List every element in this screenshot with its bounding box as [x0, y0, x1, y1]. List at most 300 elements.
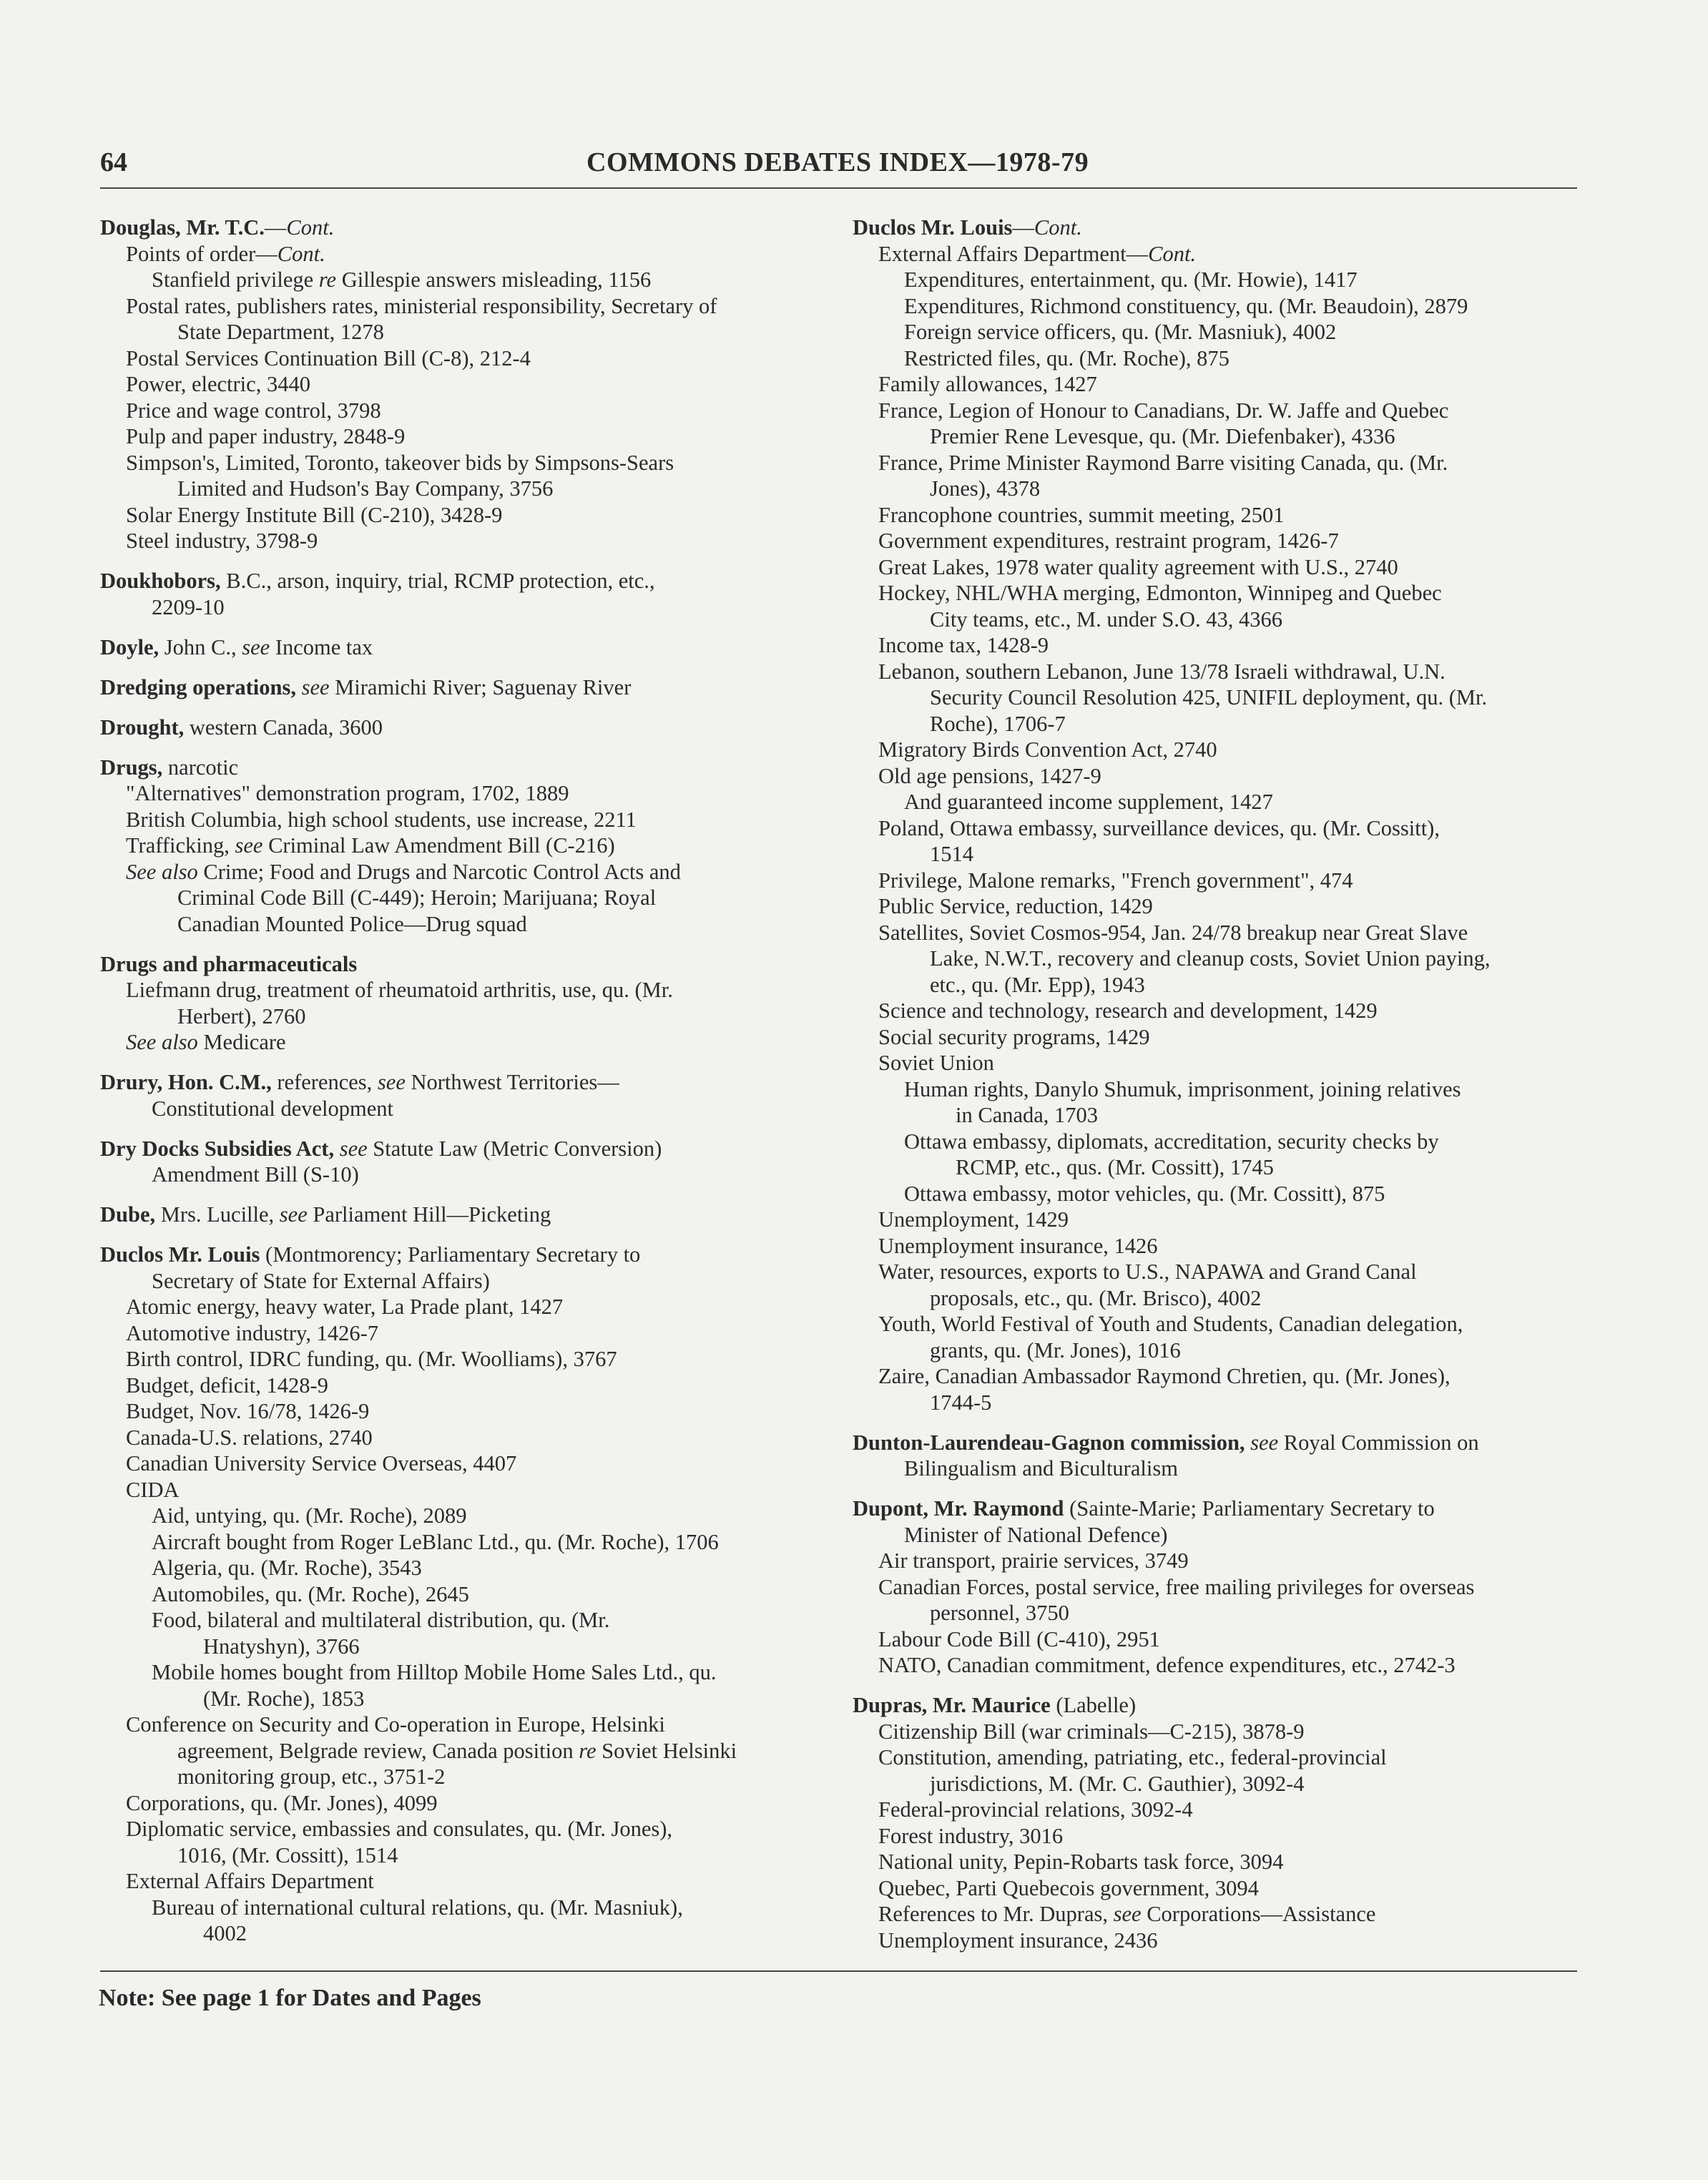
index-italic-text: see	[1250, 1430, 1279, 1455]
index-text: Federal-provincial relations, 3092-4	[878, 1797, 1193, 1822]
index-subentry-line	[100, 1096, 815, 1122]
index-heading-line	[853, 1692, 1579, 1719]
index-subentry-line	[853, 293, 1579, 320]
index-subentry-line	[853, 1849, 1579, 1875]
index-subentry-line	[853, 737, 1579, 763]
index-text: Roche), 1706-7	[930, 711, 1066, 736]
index-subentry-line	[100, 1425, 815, 1451]
index-text: Amendment Bill (S-10)	[152, 1162, 359, 1187]
index-text: Canadian University Service Overseas, 4407	[126, 1451, 517, 1476]
index-heading-line	[100, 1069, 815, 1096]
index-text: Limited and Hudson's Bay Company, 3756	[177, 476, 554, 501]
index-subentry-line	[100, 267, 815, 293]
index-subentry-line	[100, 780, 815, 807]
index-subentry-line	[853, 1548, 1579, 1574]
index-subentry-line	[100, 528, 815, 554]
index-subentry-line	[853, 1024, 1579, 1051]
index-text: Trafficking,	[126, 833, 235, 858]
index-subentry-line	[100, 1503, 815, 1529]
index-subentry-line	[100, 1738, 815, 1764]
index-text: 1514	[930, 842, 973, 866]
index-text: Criminal Code Bill (C-449); Heroin; Marijuana; Royal	[177, 885, 657, 910]
index-italic-text: see	[1113, 1902, 1142, 1926]
index-subentry-line	[853, 1076, 1579, 1103]
index-text: NATO, Canadian commitment, defence expenditures, etc., 2742-3	[878, 1653, 1456, 1677]
index-text: Lebanon, southern Lebanon, June 13/78 Israeli withdrawal, U.N.	[878, 659, 1446, 684]
index-text: Diplomatic service, embassies and consulates, qu. (Mr. Jones),	[126, 1817, 673, 1841]
index-term: Drugs,	[100, 755, 163, 780]
index-subentry-line	[853, 1600, 1579, 1626]
index-subentry-line	[853, 1154, 1579, 1181]
index-italic-text: re	[579, 1738, 597, 1763]
index-subentry-line	[853, 1626, 1579, 1653]
index-text: Migratory Birds Convention Act, 2740	[878, 737, 1217, 762]
index-heading-line	[100, 715, 815, 741]
index-text: jurisdictions, M. (Mr. C. Gauthier), 3092-4	[930, 1771, 1305, 1796]
index-subentry-line	[100, 371, 815, 398]
index-italic-text: See also	[126, 859, 198, 884]
index-text: monitoring group, etc., 3751-2	[177, 1764, 446, 1789]
index-subentry-line	[853, 1311, 1579, 1337]
index-subentry-line	[853, 1719, 1579, 1745]
index-text: Canadian Forces, postal service, free mailing privileges for overseas	[878, 1574, 1475, 1599]
index-subentry-line	[853, 684, 1579, 711]
index-subentry-line	[100, 1320, 815, 1347]
index-text: Medicare	[197, 1030, 286, 1054]
index-term: Drugs and pharmaceuticals	[100, 951, 358, 976]
index-text: Aid, untying, qu. (Mr. Roche), 2089	[152, 1503, 467, 1528]
index-text: Air transport, prairie services, 3749	[878, 1548, 1189, 1573]
index-text: Minister of National Defence)	[904, 1522, 1168, 1547]
index-text: City teams, etc., M. under S.O. 43, 4366	[930, 607, 1283, 632]
index-text: Unemployment, 1429	[878, 1207, 1069, 1232]
running-title: COMMONS DEBATES INDEX—1978-79	[586, 147, 1089, 177]
index-subentry-line	[100, 1003, 815, 1030]
index-subentry-line	[853, 789, 1579, 815]
index-subentry-line	[100, 859, 815, 885]
index-subentry-line	[853, 1102, 1579, 1129]
index-entry	[853, 215, 1579, 1415]
index-text: Power, electric, 3440	[126, 372, 310, 396]
index-subentry-line	[100, 807, 815, 833]
index-subentry-line	[853, 1652, 1579, 1679]
index-text: Expenditures, Richmond constituency, qu. (Mr. Beaudoin), 2879	[904, 293, 1468, 318]
index-term: Doukhobors,	[100, 569, 221, 593]
index-subentry-line	[853, 998, 1579, 1024]
index-subentry-line	[853, 1797, 1579, 1823]
index-text: External Affairs Department—	[878, 241, 1149, 266]
index-italic-text: see	[242, 634, 270, 659]
index-text: And guaranteed income supplement, 1427	[904, 790, 1273, 814]
footer-rule	[100, 1970, 1577, 1972]
index-subentry-line	[100, 1555, 815, 1581]
index-text: RCMP, etc., qus. (Mr. Cossitt), 1745	[956, 1155, 1274, 1179]
index-subentry-line	[100, 1659, 815, 1686]
index-text: 1016, (Mr. Cossitt), 1514	[177, 1842, 398, 1867]
index-heading-line	[853, 1496, 1579, 1522]
index-text: Secretary of State for External Affairs)	[152, 1268, 490, 1293]
index-text: Stanfield privilege	[152, 267, 319, 292]
index-entry	[100, 674, 815, 701]
index-text: Human rights, Danylo Shumuk, imprisonment, joining relatives	[904, 1076, 1461, 1101]
index-text: Restricted files, qu. (Mr. Roche), 875	[904, 345, 1230, 370]
index-text: references,	[271, 1070, 378, 1094]
index-text: Satellites, Soviet Cosmos-954, Jan. 24/78 breakup near Great Slave	[878, 920, 1468, 945]
index-term: Dunton-Laurendeau-Gagnon commission,	[853, 1430, 1245, 1455]
index-text: Soviet Helsinki	[596, 1738, 737, 1763]
index-italic-text: See also	[126, 1030, 198, 1054]
index-text: Liefmann drug, treatment of rheumatoid arthritis, use, qu. (Mr.	[126, 978, 673, 1002]
index-text: personnel, 3750	[930, 1601, 1069, 1625]
index-column-right	[853, 215, 1579, 1968]
index-text: in Canada, 1703	[956, 1103, 1099, 1127]
index-entry	[100, 1069, 815, 1121]
index-text: Postal Services Continuation Bill (C-8), 212-4	[126, 345, 531, 370]
index-subentry-line	[853, 423, 1579, 450]
index-subentry-line	[100, 1712, 815, 1738]
index-text: Steel industry, 3798-9	[126, 529, 318, 553]
index-subentry-line	[100, 1268, 815, 1295]
index-text: Labour Code Bill (C-410), 2951	[878, 1626, 1160, 1651]
index-text: Government expenditures, restraint program, 1426-7	[878, 529, 1339, 553]
index-term: Doyle,	[100, 634, 159, 659]
index-italic-text: see	[339, 1136, 368, 1161]
index-text: France, Prime Minister Raymond Barre visiting Canada, qu. (Mr.	[878, 450, 1448, 475]
index-subentry-line	[853, 1181, 1579, 1207]
index-subentry-line	[100, 885, 815, 911]
index-heading-line	[100, 634, 815, 661]
index-subentry-line	[100, 1529, 815, 1556]
index-subentry-line	[100, 1477, 815, 1503]
index-italic-text: Cont.	[1148, 241, 1197, 266]
index-entry	[100, 634, 815, 661]
index-text: Security Council Resolution 425, UNIFIL deployment, qu. (Mr.	[930, 685, 1488, 710]
index-subentry-line	[100, 293, 815, 320]
index-text: Income tax, 1428-9	[878, 633, 1049, 657]
index-entry	[100, 215, 815, 554]
index-subentry-line	[100, 1346, 815, 1373]
index-text	[296, 675, 302, 699]
index-subentry-line	[853, 1129, 1579, 1155]
index-subentry-line	[853, 1455, 1579, 1482]
index-italic-text: Cont.	[277, 241, 325, 266]
index-text: Poland, Ottawa embassy, surveillance devices, qu. (Mr. Cossitt),	[878, 815, 1440, 840]
index-text: Simpson's, Limited, Toronto, takeover bids by Simpsons-Sears	[126, 450, 674, 475]
index-subentry-line	[100, 319, 815, 345]
index-text: Algeria, qu. (Mr. Roche), 3543	[152, 1556, 422, 1580]
index-subentry-line	[853, 1363, 1579, 1390]
index-subentry-line	[100, 1029, 815, 1056]
index-text: Great Lakes, 1978 water quality agreement with U.S., 2740	[878, 554, 1398, 579]
index-text: Aircraft bought from Roger LeBlanc Ltd., qu. (Mr. Roche), 1706	[152, 1529, 719, 1554]
index-text: Points of order—	[126, 241, 278, 266]
index-entry	[100, 1242, 815, 1947]
index-text: Youth, World Festival of Youth and Students, Canadian delegation,	[878, 1312, 1463, 1336]
page-number: 64	[100, 147, 127, 177]
index-subentry-line	[100, 1398, 815, 1425]
index-term: Dupont, Mr. Raymond	[853, 1496, 1064, 1521]
index-text: National unity, Pepin-Robarts task force, 3094	[878, 1850, 1284, 1874]
index-text: Budget, Nov. 16/78, 1426-9	[126, 1399, 370, 1423]
index-subentry-line	[853, 1207, 1579, 1233]
index-text: Water, resources, exports to U.S., NAPAWA and Grand Canal	[878, 1260, 1417, 1284]
index-italic-text: see	[235, 833, 263, 858]
index-subentry-line	[853, 1771, 1579, 1797]
index-text: Ottawa embassy, motor vehicles, qu. (Mr. Cossitt), 875	[904, 1181, 1385, 1206]
index-text: Francophone countries, summit meeting, 2501	[878, 502, 1285, 527]
index-italic-text: see	[301, 674, 330, 699]
index-text: (Mr. Roche), 1853	[203, 1686, 365, 1711]
index-text: "Alternatives" demonstration program, 1702, 1889	[126, 781, 569, 805]
index-subentry-line	[853, 580, 1579, 607]
index-text	[334, 1136, 340, 1161]
index-subentry-line	[100, 911, 815, 938]
index-text: Zaire, Canadian Ambassador Raymond Chretien, qu. (Mr. Jones),	[878, 1364, 1451, 1388]
index-text: 1744-5	[930, 1390, 992, 1415]
index-text: Hockey, NHL/WHA merging, Edmonton, Winnipeg and Quebec	[878, 581, 1442, 605]
index-subentry-line	[853, 1337, 1579, 1364]
index-text: Criminal Law Amendment Bill (C-216)	[262, 833, 615, 858]
index-subentry-line	[100, 1581, 815, 1608]
index-entry	[853, 1430, 1579, 1482]
index-subentry-line	[100, 241, 815, 267]
index-text: B.C., arson, inquiry, trial, RCMP protection, etc.,	[220, 569, 655, 593]
index-italic-text: Cont.	[1034, 215, 1082, 240]
index-entry	[100, 755, 815, 938]
index-text: western Canada, 3600	[184, 715, 383, 740]
index-term: Dupras, Mr. Maurice	[853, 1693, 1051, 1717]
index-subentry-line	[853, 1574, 1579, 1601]
index-text: Public Service, reduction, 1429	[878, 894, 1153, 918]
index-text: Forest industry, 3016	[878, 1823, 1064, 1848]
index-text: Mrs. Lucille,	[155, 1202, 280, 1227]
index-term: Douglas, Mr. T.C.	[100, 215, 265, 240]
index-term: Drought,	[100, 715, 185, 740]
index-subentry-line	[100, 1895, 815, 1921]
index-subentry-line	[100, 1920, 815, 1947]
index-italic-text: see	[377, 1070, 406, 1094]
index-heading-line	[100, 1202, 815, 1228]
index-text: Premier Rene Levesque, qu. (Mr. Diefenbaker), 4336	[930, 424, 1395, 448]
index-text: Royal Commission on	[1278, 1430, 1479, 1455]
index-text: Hnatyshyn), 3766	[203, 1634, 360, 1659]
index-text: Unemployment insurance, 1426	[878, 1233, 1158, 1258]
index-text: Privilege, Malone remarks, "French government", 474	[878, 868, 1353, 893]
index-entry	[100, 1202, 815, 1228]
index-subentry-line	[853, 868, 1579, 894]
index-text: etc., qu. (Mr. Epp), 1943	[930, 972, 1145, 997]
index-text: (Montmorency; Parliamentary Secretary to	[260, 1242, 641, 1267]
index-term: Duclos Mr. Louis	[100, 1242, 260, 1267]
index-entry	[100, 1136, 815, 1188]
index-entry	[100, 568, 815, 620]
index-heading-line	[853, 215, 1579, 241]
index-subentry-line	[853, 267, 1579, 293]
index-text: Old age pensions, 1427-9	[878, 763, 1101, 788]
index-subentry-line	[853, 1901, 1579, 1928]
index-term: Dredging operations,	[100, 674, 296, 699]
index-heading-line	[100, 1242, 815, 1268]
index-text: Herbert), 2760	[177, 1003, 306, 1028]
index-text: —	[264, 215, 287, 240]
index-entry	[853, 1692, 1579, 1953]
footer-note: Note: See page 1 for Dates and Pages	[99, 1985, 481, 2011]
index-heading-line	[100, 951, 815, 978]
index-text: narcotic	[162, 755, 239, 780]
index-subentry-line	[853, 319, 1579, 345]
index-heading-line	[100, 755, 815, 781]
index-text: Parliament Hill—Picketing	[307, 1202, 551, 1227]
index-text: (Sainte-Marie; Parliamentary Secretary to	[1064, 1496, 1435, 1521]
index-text: Corporations, qu. (Mr. Jones), 4099	[126, 1790, 438, 1815]
index-entry	[100, 715, 815, 741]
index-subentry-line	[100, 502, 815, 529]
index-subentry-line	[853, 1823, 1579, 1850]
index-text: References to Mr. Dupras,	[878, 1902, 1114, 1926]
index-text: Conference on Security and Co-operation in Europe, Helsinki	[126, 1712, 665, 1737]
header-rule	[100, 187, 1577, 189]
index-heading-line	[100, 674, 815, 701]
index-subentry-line	[853, 554, 1579, 581]
index-subentry-line	[100, 1868, 815, 1895]
index-heading-line	[100, 1136, 815, 1162]
index-subentry-line	[853, 398, 1579, 424]
index-heading-line	[100, 215, 815, 241]
index-subentry-line	[853, 476, 1579, 502]
index-subentry-line	[853, 1050, 1579, 1076]
index-subentry-line	[853, 1285, 1579, 1312]
index-subentry-line	[853, 371, 1579, 398]
index-subentry-line	[100, 1634, 815, 1660]
index-text: Constitution, amending, patriating, etc., federal-provincial	[878, 1745, 1387, 1769]
index-subentry-line	[853, 893, 1579, 920]
index-term: Dry Docks Subsidies Act,	[100, 1136, 335, 1161]
index-text: Postal rates, publishers rates, ministerial responsibility, Secretary of	[126, 293, 717, 318]
index-text: External Affairs Department	[126, 1869, 374, 1893]
index-text: Jones), 4378	[930, 476, 1041, 501]
index-subentry-line	[853, 241, 1579, 267]
index-subentry-line	[853, 763, 1579, 790]
index-subentry-line	[853, 711, 1579, 737]
index-italic-text: see	[279, 1202, 308, 1227]
index-term: Drury, Hon. C.M.,	[100, 1070, 272, 1094]
index-text: Canada-U.S. relations, 2740	[126, 1425, 373, 1450]
index-text: Constitutional development	[152, 1096, 394, 1121]
index-text: agreement, Belgrade review, Canada position	[177, 1738, 579, 1763]
index-column-left	[100, 215, 815, 1960]
index-text: grants, qu. (Mr. Jones), 1016	[930, 1337, 1181, 1362]
index-text: Bilingualism and Biculturalism	[904, 1456, 1178, 1481]
index-text: Citizenship Bill (war criminals—C-215), 3878-9	[878, 1719, 1305, 1744]
index-text: Solar Energy Institute Bill (C-210), 3428-9	[126, 502, 503, 527]
index-text: Budget, deficit, 1428-9	[126, 1373, 328, 1398]
index-text: John C.,	[159, 634, 242, 659]
index-subentry-line	[853, 502, 1579, 529]
index-subentry-line	[853, 345, 1579, 372]
index-text: (Labelle)	[1050, 1693, 1137, 1717]
index-subentry-line	[853, 972, 1579, 998]
index-subentry-line	[100, 833, 815, 859]
index-text: Family allowances, 1427	[878, 372, 1097, 396]
index-subentry-line	[853, 632, 1579, 659]
index-subentry-line	[100, 977, 815, 1003]
index-text: State Department, 1278	[177, 320, 384, 344]
index-subentry-line	[853, 1744, 1579, 1771]
index-subentry-line	[853, 1259, 1579, 1285]
index-subentry-line	[853, 607, 1579, 633]
index-heading-line	[100, 568, 815, 594]
index-text: Corporations—Assistance	[1141, 1902, 1376, 1926]
index-text: Soviet Union	[878, 1051, 994, 1075]
index-subentry-line	[100, 476, 815, 502]
index-subentry-line	[100, 1790, 815, 1817]
index-subentry-line	[100, 1842, 815, 1869]
index-subentry-line	[100, 1162, 815, 1188]
index-subentry-line	[853, 659, 1579, 685]
index-text: France, Legion of Honour to Canadians, Dr. W. Jaffe and Quebec	[878, 398, 1449, 423]
index-text: Birth control, IDRC funding, qu. (Mr. Woolliams), 3767	[126, 1347, 617, 1371]
index-text: Crime; Food and Drugs and Narcotic Control Acts and	[197, 859, 681, 884]
index-entry	[853, 1496, 1579, 1679]
index-subentry-line	[853, 1928, 1579, 1954]
index-text: Miramichi River; Saguenay River	[329, 674, 632, 699]
index-heading-line	[853, 1430, 1579, 1456]
index-text: Automobiles, qu. (Mr. Roche), 2645	[152, 1581, 469, 1606]
index-text: Atomic energy, heavy water, La Prade plant, 1427	[126, 1295, 564, 1319]
index-text: 4002	[203, 1921, 247, 1945]
index-text: Unemployment insurance, 2436	[878, 1928, 1158, 1953]
index-entry	[100, 951, 815, 1056]
index-text: Pulp and paper industry, 2848-9	[126, 424, 406, 448]
page-header	[100, 147, 1577, 190]
index-text: Gillespie answers misleading, 1156	[336, 267, 652, 292]
index-term: Duclos Mr. Louis	[853, 215, 1013, 240]
index-subentry-line	[100, 594, 815, 621]
index-italic-text: Cont.	[286, 215, 335, 240]
index-text: Canadian Mounted Police—Drug squad	[177, 911, 527, 936]
index-text: Ottawa embassy, diplomats, accreditation, security checks by	[904, 1129, 1439, 1154]
index-text: Science and technology, research and development, 1429	[878, 998, 1378, 1023]
index-text: Mobile homes bought from Hilltop Mobile Home Sales Ltd., qu.	[152, 1660, 717, 1684]
index-text: Bureau of international cultural relations, qu. (Mr. Masniuk),	[152, 1895, 683, 1920]
index-subentry-line	[853, 1233, 1579, 1260]
index-subentry-line	[853, 1875, 1579, 1902]
index-text: Lake, N.W.T., recovery and cleanup costs, Soviet Union paying,	[930, 946, 1491, 971]
index-subentry-line	[853, 815, 1579, 842]
index-subentry-line	[853, 946, 1579, 972]
index-term: Dube,	[100, 1202, 156, 1227]
index-subentry-line	[100, 1607, 815, 1634]
index-text: Income tax	[270, 634, 373, 659]
index-subentry-line	[100, 1450, 815, 1477]
index-italic-text: re	[318, 267, 337, 292]
index-text: British Columbia, high school students, use increase, 2211	[126, 807, 637, 832]
index-subentry-line	[100, 398, 815, 424]
index-text: Statute Law (Metric Conversion)	[367, 1136, 662, 1161]
index-subentry-line	[853, 1390, 1579, 1416]
index-subentry-line	[100, 1686, 815, 1712]
index-text: Social security programs, 1429	[878, 1024, 1150, 1049]
index-subentry-line	[100, 345, 815, 372]
index-text: —	[1012, 215, 1034, 240]
index-text: Quebec, Parti Quebecois government, 3094	[878, 1875, 1259, 1900]
index-subentry-line	[100, 1294, 815, 1320]
index-text: Foreign service officers, qu. (Mr. Masniuk), 4002	[904, 320, 1337, 344]
index-subentry-line	[853, 450, 1579, 476]
index-text: Automotive industry, 1426-7	[126, 1320, 378, 1345]
index-subentry-line	[100, 450, 815, 476]
index-text: proposals, etc., qu. (Mr. Brisco), 4002	[930, 1285, 1262, 1310]
